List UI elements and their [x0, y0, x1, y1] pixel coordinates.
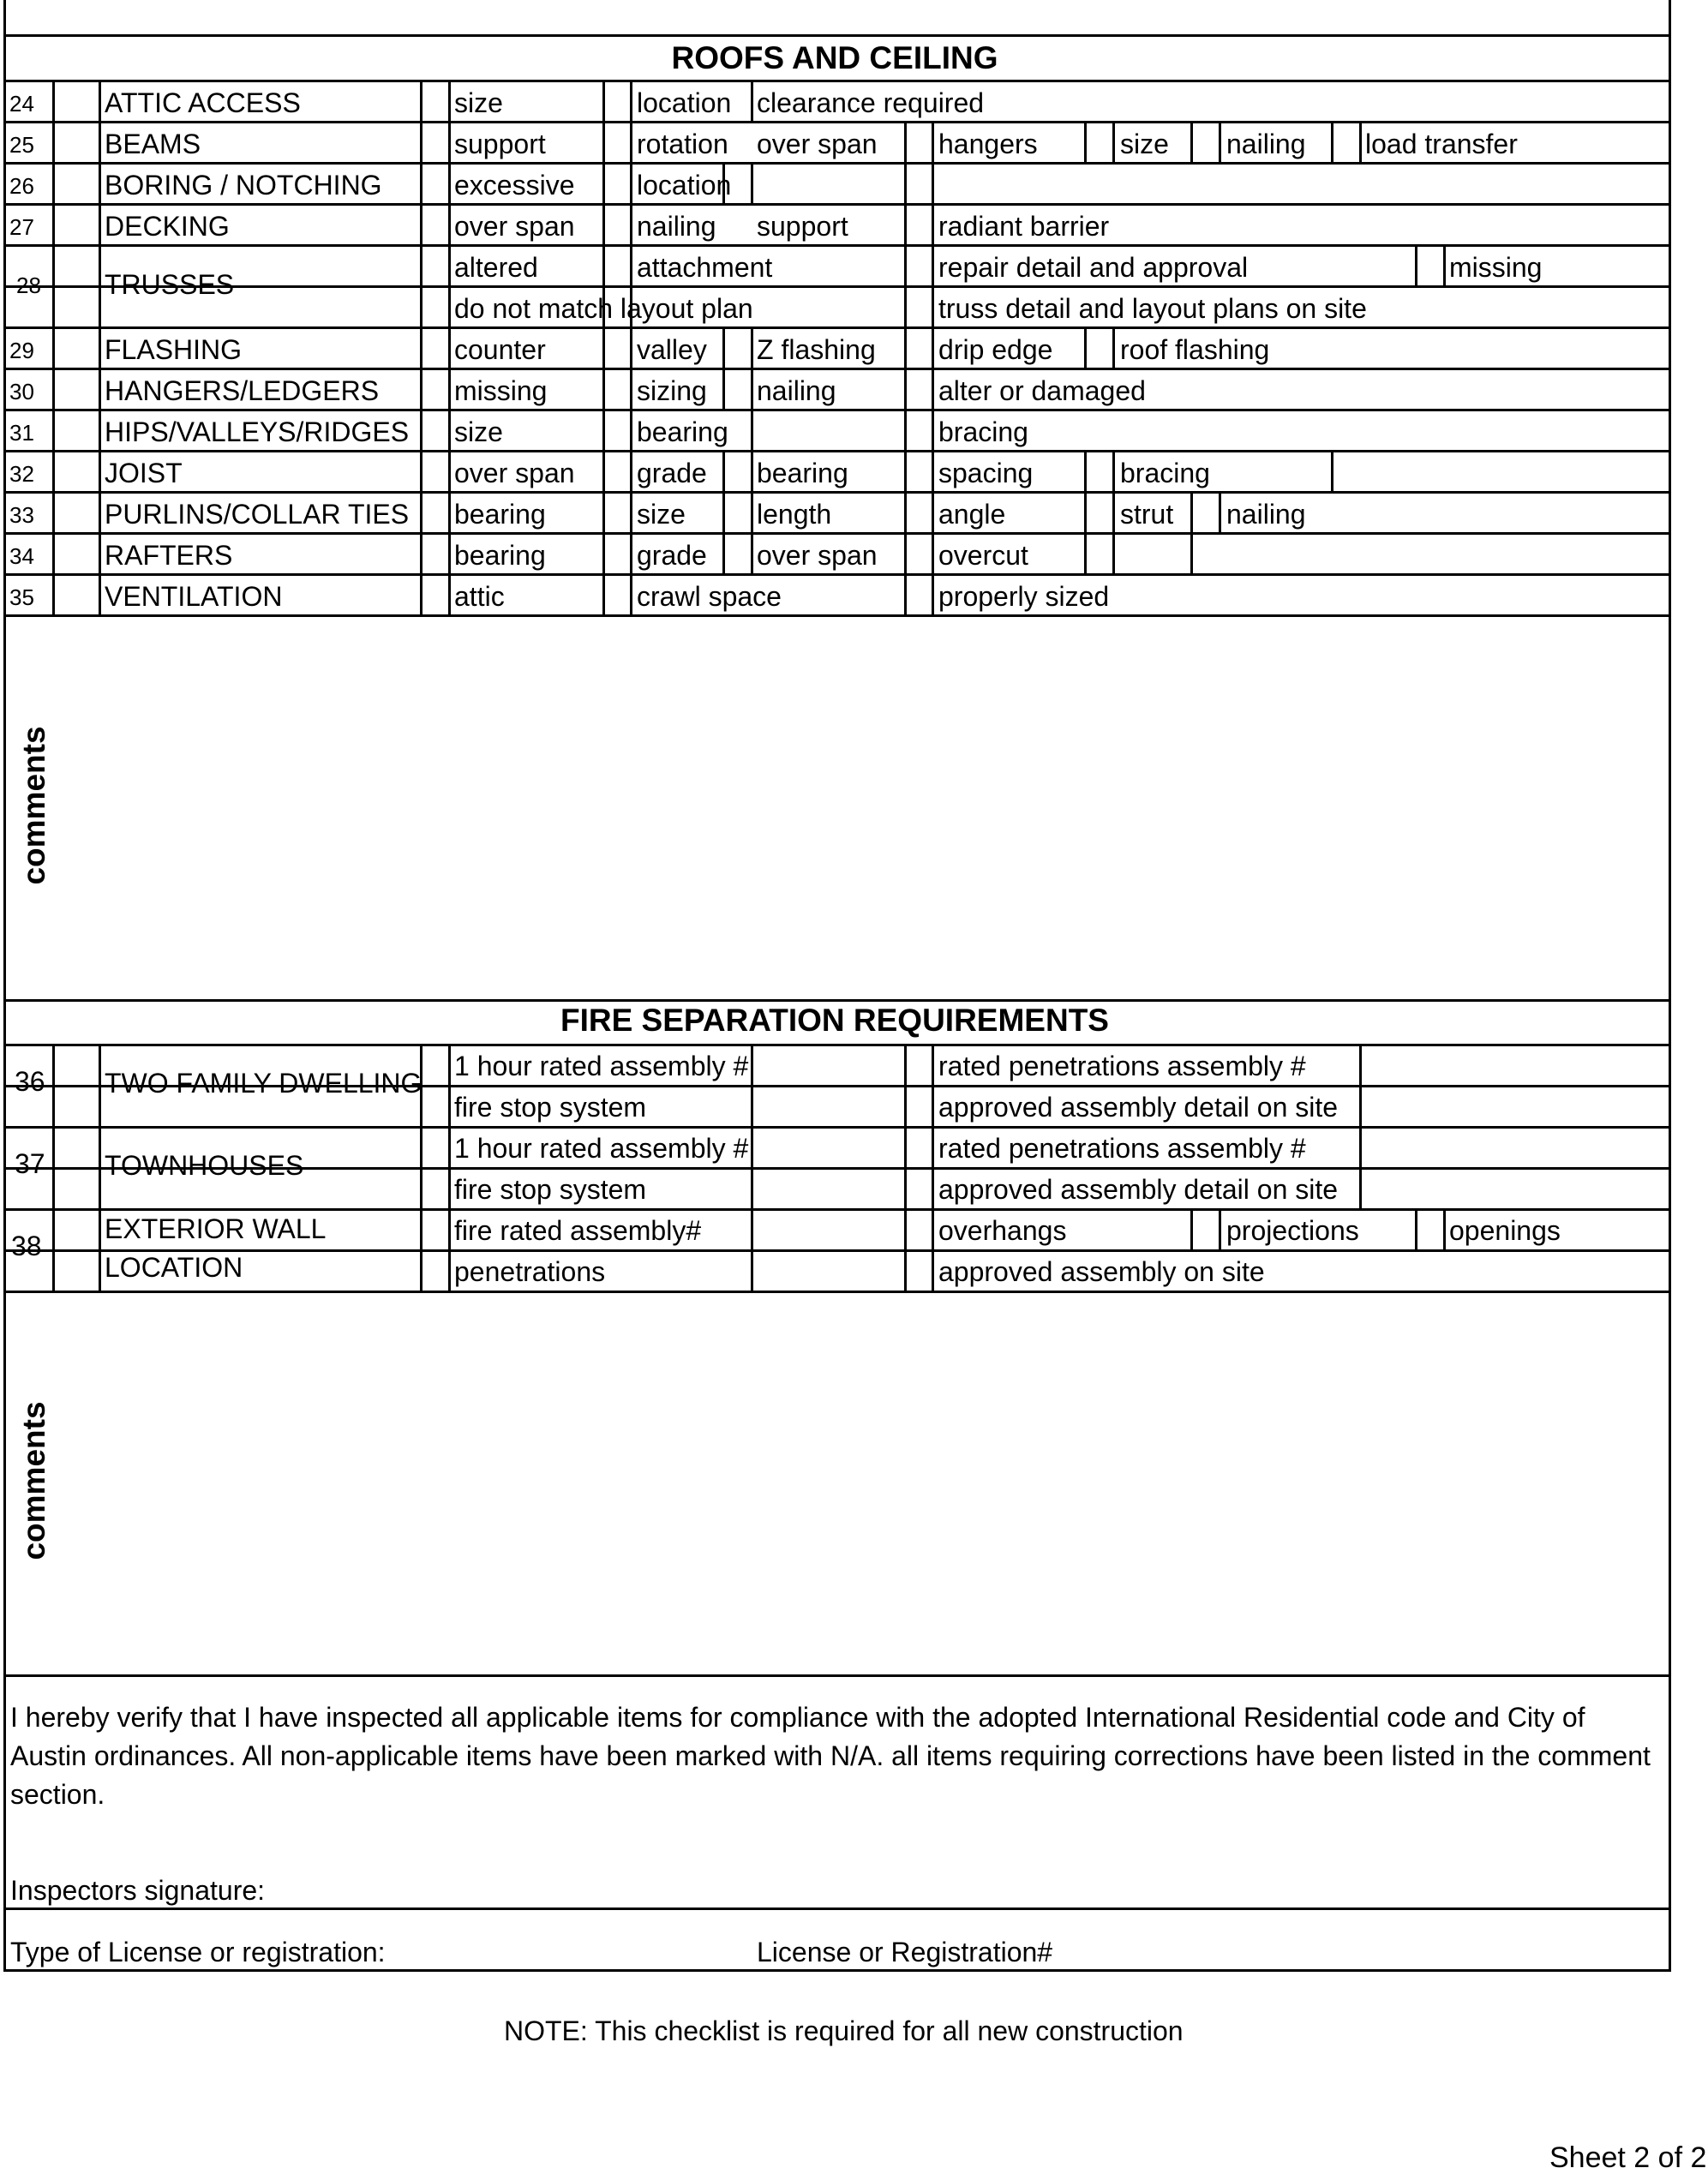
row-number: 29 — [9, 338, 34, 363]
option-label: counter — [454, 334, 546, 365]
option-label: over span — [454, 458, 575, 488]
option-label: penetrations — [454, 1256, 606, 1287]
row-number: 31 — [9, 420, 34, 446]
section-title-roofs: ROOFS AND CEILING — [671, 40, 998, 75]
option-label: attachment — [637, 252, 773, 283]
item-label: DECKING — [105, 211, 230, 242]
row-number: 34 — [9, 543, 34, 569]
item-label: FLASHING — [105, 334, 243, 365]
option-label: over span — [757, 129, 878, 159]
grid-line — [3, 1969, 1671, 1972]
option-label: altered — [454, 252, 538, 283]
option-label: bearing — [454, 499, 546, 530]
grid-line — [3, 409, 1671, 411]
row-number: 26 — [9, 173, 34, 199]
grid-line — [1219, 121, 1221, 162]
option-label: nailing — [757, 375, 836, 406]
option-label: nailing — [1226, 499, 1306, 530]
item-label: BORING / NOTCHING — [105, 170, 382, 201]
option-label: size — [454, 87, 503, 118]
grid-line — [1190, 491, 1193, 532]
grid-line — [932, 1044, 934, 1291]
grid-line — [722, 450, 725, 573]
option-label: spacing — [938, 458, 1034, 488]
option-label: over span — [757, 540, 878, 571]
grid-line — [3, 244, 1671, 247]
option-label: fire stop system — [454, 1092, 647, 1123]
comments-area-fire[interactable] — [4, 1291, 1669, 1673]
option-label: radiant barrier — [938, 211, 1110, 242]
sheet-number: Sheet 2 of 2 — [1549, 2141, 1707, 2174]
grid-line — [3, 285, 1671, 288]
grid-line — [904, 121, 907, 614]
row-number: 24 — [9, 91, 34, 117]
option-label: nailing — [1226, 129, 1306, 159]
option-label: nailing — [637, 211, 716, 242]
grid-line — [3, 368, 1671, 370]
option-label: rotation — [637, 129, 728, 159]
option-label: attic — [454, 581, 505, 612]
option-label: fire stop system — [454, 1174, 647, 1205]
option-label: alter or damaged — [938, 375, 1146, 406]
grid-line — [3, 203, 1671, 206]
option-label: angle — [938, 499, 1006, 530]
comments-label-fire: comments — [16, 1401, 51, 1560]
row-number: 30 — [9, 379, 34, 404]
grid-line — [1219, 491, 1221, 532]
option-label: clearance required — [757, 87, 985, 118]
option-label: missing — [1449, 252, 1543, 283]
grid-line — [3, 1908, 1671, 1910]
option-label: valley — [637, 334, 707, 365]
item-label: TOWNHOUSES — [105, 1150, 304, 1181]
item-label: HANGERS/LEDGERS — [105, 375, 380, 406]
grid-line — [1331, 450, 1333, 491]
option-label: properly sized — [938, 581, 1110, 612]
license-number-label: License or Registration# — [757, 1937, 1053, 1967]
grid-line — [1219, 1208, 1221, 1249]
option-label: truss detail and layout plans on site — [938, 293, 1367, 324]
option-label: missing — [454, 375, 548, 406]
verification-line: Austin ordinances. All non-applicable items have been marked with N/A. all items requiring corrections have been listed in the comment — [10, 1740, 1651, 1771]
option-label: bearing — [637, 416, 728, 447]
license-type-label: Type of License or registration: — [10, 1937, 386, 1967]
grid-line — [99, 1044, 101, 1291]
option-label: overhangs — [938, 1215, 1067, 1246]
option-label: approved assembly detail on site — [938, 1092, 1339, 1123]
option-label: Z flashing — [757, 334, 876, 365]
option-label: crawl space — [637, 581, 782, 612]
item-label: ATTIC ACCESS — [105, 87, 301, 118]
grid-line — [1359, 121, 1362, 162]
grid-line — [722, 326, 725, 409]
row-number: 37 — [15, 1148, 45, 1179]
option-label: grade — [637, 458, 707, 488]
grid-line — [3, 1208, 1671, 1211]
item-label: TWO FAMILY DWELLING — [105, 1068, 423, 1099]
option-label: openings — [1449, 1215, 1561, 1246]
option-label: bracing — [1120, 458, 1210, 488]
row-number: 36 — [15, 1066, 45, 1097]
section-title-fire: FIRE SEPARATION REQUIREMENTS — [560, 1003, 1109, 1038]
option-label: 1 hour rated assembly # — [454, 1133, 749, 1164]
item-label: TRUSSES — [105, 269, 235, 300]
row-number: 27 — [9, 214, 34, 240]
grid-line — [3, 573, 1671, 576]
grid-line — [1112, 121, 1115, 162]
option-label: approved assembly detail on site — [938, 1174, 1339, 1205]
option-label: rated penetrations assembly # — [938, 1133, 1306, 1164]
row-number: 33 — [9, 502, 34, 528]
option-label: length — [757, 499, 832, 530]
option-label: repair detail and approval — [938, 252, 1249, 283]
grid-line — [3, 491, 1671, 494]
grid-line — [1112, 450, 1115, 573]
signature-field[interactable] — [274, 1868, 1663, 1906]
signature-label: Inspectors signature: — [10, 1875, 266, 1906]
option-label: location — [637, 87, 732, 118]
grid-line — [1190, 1208, 1193, 1249]
grid-line — [1443, 1208, 1446, 1249]
item-label: PURLINS/COLLAR TIES — [105, 499, 410, 530]
grid-line — [630, 80, 632, 614]
grid-line — [1084, 121, 1087, 162]
grid-line — [3, 34, 1671, 37]
grid-line — [52, 80, 55, 614]
option-label: size — [637, 499, 686, 530]
option-label: overcut — [938, 540, 1028, 571]
grid-line — [1331, 121, 1333, 162]
item-label: EXTERIOR WALL — [105, 1213, 327, 1244]
row-number: 28 — [16, 272, 41, 298]
grid-line — [3, 999, 1671, 1002]
grid-line — [1112, 326, 1115, 368]
option-label: roof flashing — [1120, 334, 1270, 365]
comments-area-roofs[interactable] — [4, 615, 1669, 997]
option-label: approved assembly on site — [938, 1256, 1265, 1287]
grid-line — [3, 450, 1671, 452]
grid-line — [3, 1249, 1671, 1252]
construction-note: NOTE: This checklist is required for all new construction — [504, 2015, 1184, 2046]
option-label: support — [454, 129, 546, 159]
grid-line — [3, 80, 1671, 82]
grid-line — [52, 1044, 55, 1291]
grid-line — [904, 1044, 907, 1291]
item-label: VENTILATION — [105, 581, 283, 612]
option-label: grade — [637, 540, 707, 571]
grid-line — [1359, 1044, 1362, 1208]
option-label: bracing — [938, 416, 1028, 447]
grid-line — [3, 1044, 1671, 1046]
grid-line — [1190, 121, 1193, 162]
grid-line — [3, 326, 1671, 329]
option-label: rated penetrations assembly # — [938, 1051, 1306, 1081]
option-label: location — [637, 170, 732, 201]
option-label: projections — [1226, 1215, 1359, 1246]
row-number: 38 — [11, 1231, 42, 1261]
grid-line — [1190, 532, 1193, 573]
option-label: load transfer — [1365, 129, 1518, 159]
item-label: LOCATION — [105, 1252, 243, 1283]
option-label: sizing — [637, 375, 707, 406]
option-label: size — [1120, 129, 1169, 159]
grid-line — [3, 162, 1671, 165]
option-label: do not match layout plan — [454, 293, 753, 324]
option-label: size — [454, 416, 503, 447]
grid-line — [751, 1044, 753, 1291]
verification-line: I hereby verify that I have inspected all applicable items for compliance with the adopted International Residential code and City of — [10, 1702, 1585, 1733]
option-label: strut — [1120, 499, 1174, 530]
comments-label-roofs: comments — [16, 726, 51, 885]
grid-line — [1084, 326, 1087, 368]
grid-line — [3, 121, 1671, 123]
license-type-field[interactable] — [386, 1911, 746, 1966]
license-number-field[interactable] — [1050, 1911, 1667, 1966]
grid-line — [3, 532, 1671, 535]
grid-line — [751, 80, 753, 121]
grid-line — [932, 121, 934, 614]
grid-line — [3, 1126, 1671, 1129]
option-label: over span — [454, 211, 575, 242]
option-label: bearing — [454, 540, 546, 571]
grid-line — [448, 80, 451, 614]
grid-line — [448, 1044, 451, 1291]
grid-line — [1084, 450, 1087, 573]
option-label: excessive — [454, 170, 575, 201]
grid-line — [420, 80, 423, 614]
grid-line — [602, 80, 605, 614]
grid-line — [99, 80, 101, 614]
grid-line — [3, 1674, 1671, 1677]
grid-line — [751, 326, 753, 573]
option-label: drip edge — [938, 334, 1053, 365]
item-label: JOIST — [105, 458, 183, 488]
item-label: HIPS/VALLEYS/RIDGES — [105, 416, 410, 447]
item-label: RAFTERS — [105, 540, 233, 571]
option-label: hangers — [938, 129, 1038, 159]
verification-line: section. — [10, 1779, 105, 1810]
grid-line — [1415, 244, 1417, 285]
grid-line — [1415, 1208, 1417, 1249]
grid-line — [751, 162, 753, 203]
grid-line — [1443, 244, 1446, 285]
item-label: BEAMS — [105, 129, 201, 159]
option-label: fire rated assembly# — [454, 1215, 702, 1246]
row-number: 35 — [9, 584, 34, 610]
option-label: bearing — [757, 458, 848, 488]
row-number: 32 — [9, 461, 34, 487]
option-label: support — [757, 211, 848, 242]
row-number: 25 — [9, 132, 34, 158]
option-label: 1 hour rated assembly # — [454, 1051, 749, 1081]
